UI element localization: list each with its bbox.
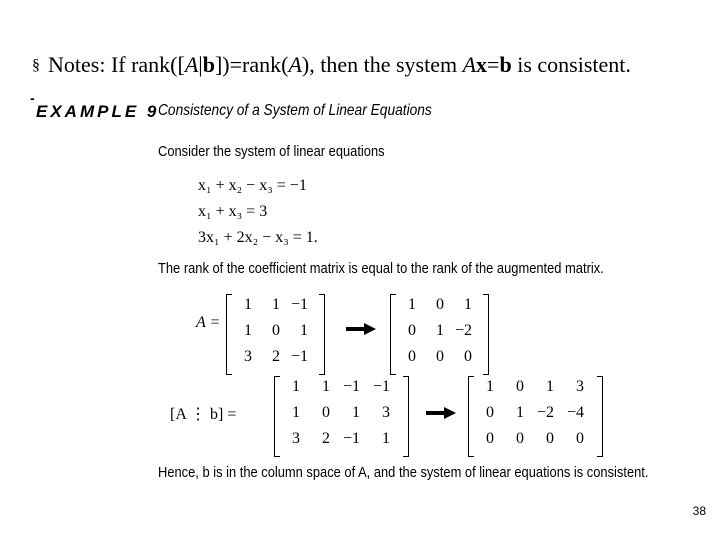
matrix-cell: 0	[516, 430, 524, 447]
equation-2: x₁ + x₃ = 3	[198, 203, 268, 220]
matrix-cell: 1	[408, 296, 416, 313]
matrix-cell: 1	[436, 322, 444, 339]
note-b2: b	[499, 52, 512, 77]
matrix-bracket-right	[403, 376, 409, 457]
matrix-cell: 1	[300, 322, 308, 339]
note-A3: A	[462, 52, 477, 77]
matrix-cell: 1	[322, 378, 330, 395]
arrow-icon	[426, 406, 456, 420]
matrix-cell: 0	[576, 430, 584, 447]
matrix-cell: 0	[408, 348, 416, 365]
example-title: Consistency of a System of Linear Equations	[158, 102, 432, 119]
arrow-icon	[346, 322, 376, 336]
matrix-cell: 2	[322, 430, 330, 447]
equation-3: 3x₁ + 2x₂ − x₃ = 1.	[198, 229, 318, 246]
matrix-cell: 1	[244, 322, 252, 339]
matrix-cell: 1	[382, 430, 390, 447]
dash-mark: -	[30, 90, 35, 106]
matrix-cell: −2	[536, 404, 554, 421]
matrix-augmented	[274, 376, 410, 458]
matrix-cell: 0	[272, 322, 280, 339]
matrix-cell: 1	[464, 296, 472, 313]
matrix-augmented-reduced	[468, 376, 604, 458]
matrix-cell: 1	[352, 404, 360, 421]
matrix-cell: 1	[292, 378, 300, 395]
matrix-cell: 2	[272, 348, 280, 365]
note-eq: =	[487, 52, 500, 77]
matrix-cell: 3	[292, 430, 300, 447]
conclusion-text: Hence, b is in the column space of A, and the system of linear equations is consistent.	[158, 464, 649, 481]
example-label: EXAMPLE 9	[36, 102, 160, 121]
matrix-cell: 0	[408, 322, 416, 339]
note-b1: b	[202, 52, 215, 77]
A-label: A =	[196, 314, 221, 331]
matrix-cell: 0	[486, 430, 494, 447]
note-A2: A	[288, 52, 302, 77]
Ab-label: [A ⋮ b] =	[170, 406, 237, 423]
note-suffix: is consistent.	[511, 52, 631, 77]
matrix-cell: 0	[436, 296, 444, 313]
matrix-bracket-right	[319, 294, 325, 375]
matrix-cell: −1	[342, 430, 360, 447]
matrix-A-reduced	[390, 294, 490, 376]
matrix-cell: 0	[464, 348, 472, 365]
note-A1: A	[184, 52, 199, 77]
consider-text: Consider the system of linear equations	[158, 143, 385, 160]
matrix-cell: 0	[436, 348, 444, 365]
matrix-cell: −1	[372, 378, 390, 395]
matrix-bracket-right	[597, 376, 603, 457]
matrix-cell: −4	[566, 404, 584, 421]
matrix-cell: 0	[516, 378, 524, 395]
note-text-prefix: Notes: If rank([	[48, 52, 185, 77]
matrix-cell: 1	[244, 296, 252, 313]
note-x: x	[476, 52, 488, 77]
page-number: 38	[692, 504, 706, 518]
matrix-cell: 1	[292, 404, 300, 421]
matrix-A	[226, 294, 326, 376]
matrix-cell: 1	[272, 296, 280, 313]
matrix-bracket-right	[483, 294, 489, 375]
matrix-cell: 1	[546, 378, 554, 395]
matrix-cell: −1	[290, 348, 308, 365]
matrix-cell: 3	[576, 378, 584, 395]
matrix-cell: 0	[486, 404, 494, 421]
matrix-cell: 0	[322, 404, 330, 421]
matrix-cell: −2	[454, 322, 472, 339]
note-mid: ])=rank(	[214, 52, 289, 77]
matrix-cell: 1	[516, 404, 524, 421]
textbook-excerpt	[28, 90, 702, 490]
bullet-icon: §	[32, 57, 40, 74]
matrix-cell: 1	[486, 378, 494, 395]
matrix-cell: −1	[342, 378, 360, 395]
matrix-cell: 0	[546, 430, 554, 447]
equation-1: x₁ + x₂ − x₃ = −1	[198, 177, 307, 194]
matrix-cell: 3	[382, 404, 390, 421]
note-bar: |	[198, 52, 203, 77]
note-mid2: ), then the system	[301, 52, 463, 77]
rank-statement: The rank of the coefficient matrix is equal to the rank of the augmented matrix.	[158, 260, 604, 277]
note-line	[32, 50, 631, 81]
matrix-cell: −1	[290, 296, 308, 313]
matrix-cell: 3	[244, 348, 252, 365]
